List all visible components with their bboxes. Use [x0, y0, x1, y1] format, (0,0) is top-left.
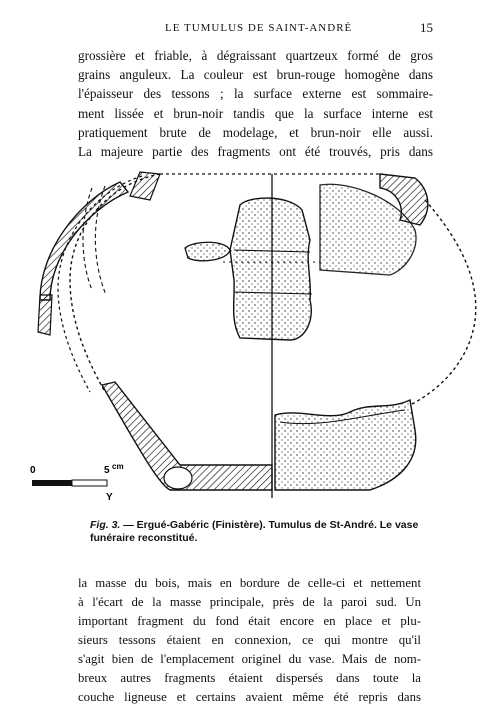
text-line: grossière et friable, à dégraissant quartzeux formé de gros: [78, 48, 433, 63]
scale-zero: 0: [30, 465, 36, 476]
page-number: 15: [420, 20, 433, 35]
text-line: ment lissée et brun-noir tandis que la surface interne est: [78, 105, 433, 121]
sherd-fragment-central: [230, 198, 311, 340]
text-line: pratiquement brute de modelage, et brun-noir elle aussi.: [78, 124, 433, 140]
figure-caption: [90, 519, 430, 545]
scale-bar: [30, 462, 124, 503]
sherd-fragment-small: [185, 242, 230, 261]
body-paragraph-top: [78, 46, 433, 161]
reconstruction-outline-right: [410, 200, 476, 405]
caption-number: Fig. 3.: [90, 519, 121, 531]
vase-drawing: [20, 160, 480, 505]
text-line: sieurs tessons étaient en connexion, ce qui montre qu'il: [78, 633, 421, 647]
scale-unit: cm: [112, 462, 124, 471]
scale-letter: Y: [106, 492, 113, 503]
vase-reconstruction-figure: [20, 160, 480, 505]
text-line: l'épaisseur des tessons ; la surface externe est sommaire-: [78, 86, 433, 102]
text-line: à l'écart de la masse principale, près de la paroi sud. Un: [78, 595, 421, 609]
text-line: breux autres fragments étaient dispersés dans toute la: [78, 671, 421, 685]
scale-five: 5: [104, 465, 110, 476]
text-line: grains anguleux. La couleur est brun-rouge homogène dans: [78, 67, 433, 83]
rim-section-left: [40, 182, 128, 300]
body-paragraph-bottom: [78, 574, 421, 707]
text-line: couche ligneuse et certains avaient même été repris dans: [78, 690, 421, 704]
text-line: La majeure partie des fragments ont été trouvés, pris dans: [78, 144, 433, 160]
text-line: la masse du bois, mais en bordure de celle-ci et nettement: [78, 576, 421, 590]
caption-text: — Ergué-Gabéric (Finistère). Tumulus de St-André. Le vase funéraire reconstitué.: [90, 519, 419, 544]
text-line: important fragment du fond était encore en place et plu-: [78, 614, 421, 628]
running-head: LE TUMULUS DE SAINT-ANDRÉ: [165, 22, 353, 34]
base-sherd-right: [275, 400, 416, 490]
text-line: s'agit bien de l'emplacement originel du vase. Mais de nom-: [78, 652, 421, 666]
